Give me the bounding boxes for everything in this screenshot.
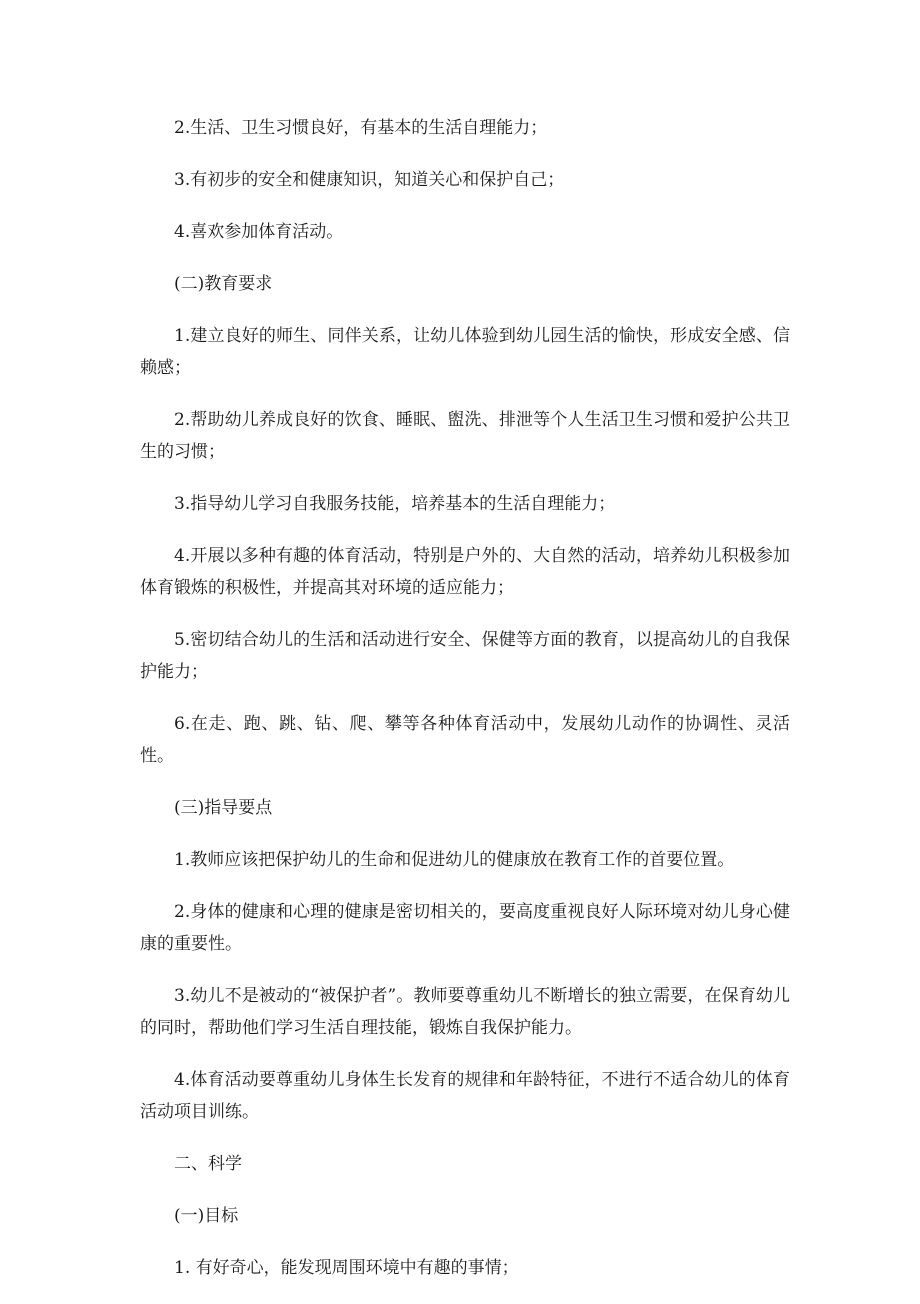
paragraph-goal-4: 4.喜欢参加体育活动。: [174, 222, 344, 242]
section-heading-goals: (一)目标: [174, 1206, 239, 1226]
paragraph-guidance-4: 4.体育活动要尊重幼儿身体生长发育的规律和年龄特征，不进行不适合幼儿的体育活动项目训练。: [140, 1070, 790, 1122]
paragraph-requirement-5: 5.密切结合幼儿的生活和活动进行安全、保健等方面的教育，以提高幼儿的自我保护能力；: [140, 630, 790, 682]
paragraph-guidance-3: 3.幼儿不是被动的“被保护者”。教师要尊重幼儿不断增长的独立需要，在保育幼儿的同时，帮助他们学习生活自理技能，锻炼自我保护能力。: [140, 986, 790, 1038]
section-heading-guidance-points: (三)指导要点: [174, 798, 273, 818]
paragraph-requirement-2: 2.帮助幼儿养成良好的饮食、睡眠、盥洗、排泄等个人生活卫生习惯和爱护公共卫生的习惯；: [140, 410, 790, 462]
paragraph-goal-3: 3.有初步的安全和健康知识，知道关心和保护自己；: [174, 170, 565, 190]
section-heading-science: 二、科学: [174, 1154, 242, 1174]
paragraph-science-goal-1: 1. 有好奇心，能发现周围环境中有趣的事情；: [174, 1258, 519, 1278]
paragraph-guidance-2: 2.身体的健康和心理的健康是密切相关的，要高度重视良好人际环境对幼儿身心健康的重要性。: [140, 902, 790, 954]
paragraph-guidance-1: 1.教师应该把保护幼儿的生命和促进幼儿的健康放在教育工作的首要位置。: [174, 850, 735, 870]
paragraph-goal-2: 2.生活、卫生习惯良好，有基本的生活自理能力；: [174, 118, 548, 138]
document-body: [140, 112, 790, 1304]
paragraph-requirement-3: 3.指导幼儿学习自我服务技能，培养基本的生活自理能力；: [174, 494, 616, 514]
paragraph-requirement-1: 1.建立良好的师生、同伴关系，让幼儿体验到幼儿园生活的愉快，形成安全感、信赖感；: [140, 326, 790, 378]
paragraph-requirement-6: 6.在走、跑、跳、钻、爬、攀等各种体育活动中，发展幼儿动作的协调性、灵活性。: [140, 714, 790, 766]
paragraph-requirement-4: 4.开展以多种有趣的体育活动，特别是户外的、大自然的活动，培养幼儿积极参加体育锻炼的积极性，并提高其对环境的适应能力；: [140, 546, 790, 598]
section-heading-education-requirements: (二)教育要求: [174, 274, 273, 294]
